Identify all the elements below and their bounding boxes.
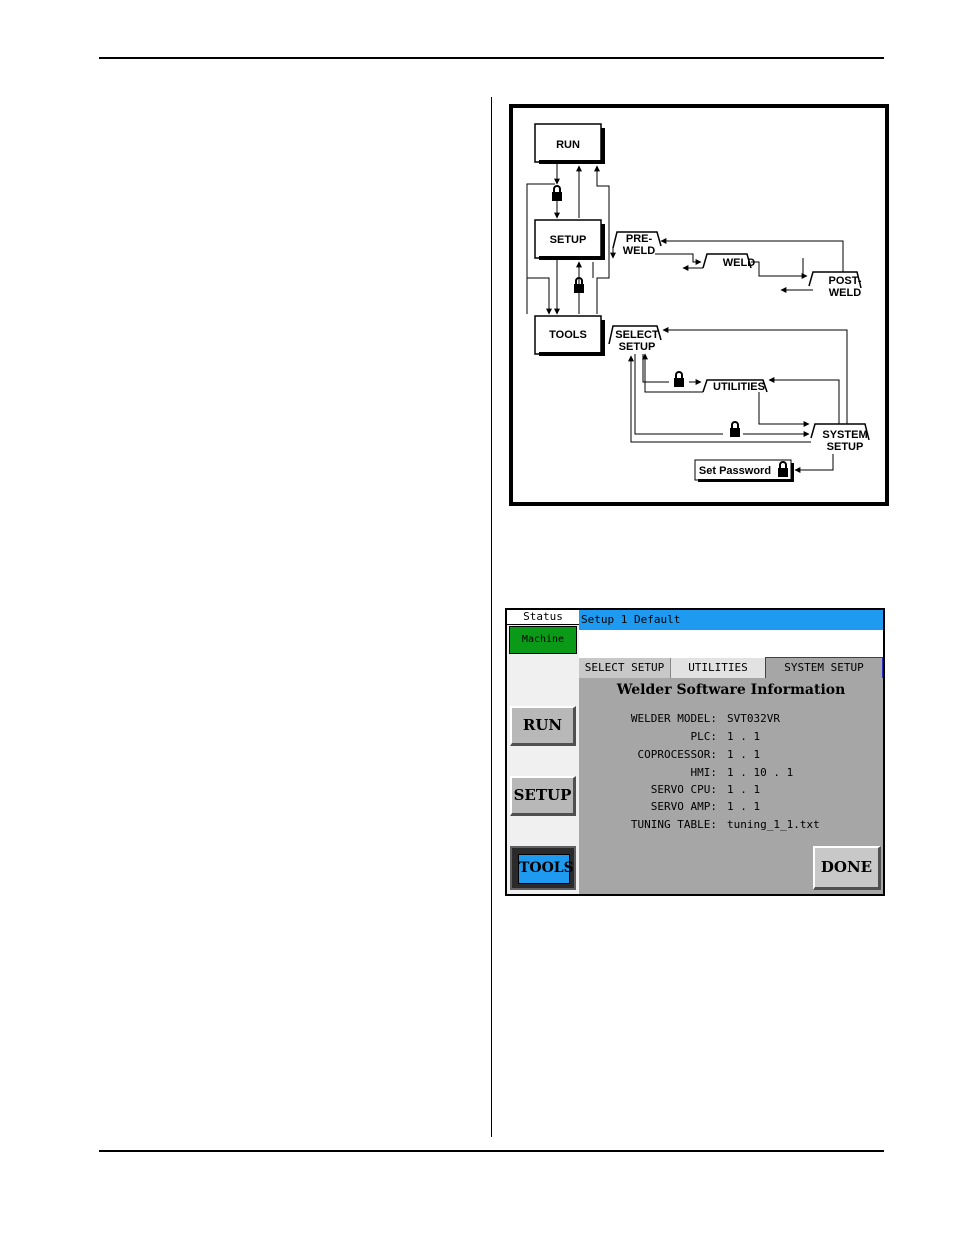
tools-button-label: TOOLS	[518, 854, 570, 884]
run-button[interactable]: RUN	[510, 706, 576, 746]
pre-weld-label-2: WELD	[622, 245, 656, 257]
lock-icon	[674, 372, 684, 387]
menu-flow-diagram	[509, 104, 889, 506]
post-weld-label-1: POST-	[828, 275, 862, 287]
lock-icon	[552, 186, 562, 201]
setup-node-shadow	[539, 256, 605, 260]
flow-diagram-svg	[513, 108, 885, 502]
select-setup-label-2: SETUP	[618, 341, 656, 353]
hmi-value: 1 . 10 . 1	[727, 766, 794, 779]
tab-utilities[interactable]: UTILITIES	[671, 658, 765, 678]
setup-node-shadow-side	[601, 224, 605, 260]
column-divider	[491, 97, 492, 1137]
bottom-rule	[99, 1150, 884, 1152]
set-password-shadow	[698, 479, 794, 482]
set-password-shadow-side	[791, 463, 794, 481]
run-node-shadow-side	[601, 128, 605, 164]
top-rule	[99, 57, 884, 59]
tuning-table-value: tuning_1_1.txt	[727, 818, 820, 831]
hmi-label: HMI:	[690, 766, 717, 779]
servo-cpu-value: 1 . 1	[727, 783, 761, 796]
run-node-label: RUN	[556, 139, 580, 151]
setup-node-label: SETUP	[549, 234, 587, 246]
tools-node-shadow	[539, 352, 605, 356]
utilities-label: UTILITIES	[713, 381, 765, 393]
tab-select-setup[interactable]: SELECT SETUP	[579, 658, 671, 678]
plc-label: PLC:	[690, 730, 717, 743]
tools-node-label: TOOLS	[549, 329, 587, 341]
tab-system-setup[interactable]: SYSTEM SETUP	[765, 657, 883, 679]
welder-model-label: WELDER MODEL:	[630, 712, 717, 725]
hmi-screen	[505, 608, 885, 896]
system-setup-label-2: SETUP	[826, 441, 864, 453]
lock-icon	[730, 422, 740, 437]
info-heading: Welder Software Information	[616, 682, 846, 698]
status-indicator: Machine	[509, 626, 577, 654]
coprocessor-value: 1 . 1	[727, 748, 761, 761]
coprocessor-label: COPROCESSOR:	[637, 748, 717, 761]
plc-value: 1 . 1	[727, 730, 761, 743]
servo-amp-value: 1 . 1	[727, 800, 761, 813]
servo-amp-label: SERVO AMP:	[650, 800, 717, 813]
tools-button[interactable]	[510, 846, 576, 890]
set-password-label: Set Password	[698, 465, 772, 477]
select-setup-label-1: SELECT	[615, 329, 659, 341]
post-weld-label-2: WELD	[828, 287, 862, 299]
servo-cpu-label: SERVO CPU:	[650, 783, 717, 796]
setup-bar: Setup 1 Default	[579, 610, 883, 630]
tuning-table-label: TUNING TABLE:	[630, 818, 717, 831]
tools-node-shadow-side	[601, 320, 605, 356]
pre-weld-label-1: PRE-	[625, 233, 653, 245]
system-setup-label-1: SYSTEM	[822, 429, 868, 441]
done-button[interactable]: DONE	[813, 846, 881, 890]
run-node-shadow	[539, 160, 605, 164]
message-area	[579, 630, 883, 658]
setup-button[interactable]: SETUP	[510, 776, 576, 816]
weld-label: WELD	[722, 257, 756, 269]
welder-model-value: SVT032VR	[727, 712, 780, 725]
status-label: Status	[507, 610, 579, 625]
